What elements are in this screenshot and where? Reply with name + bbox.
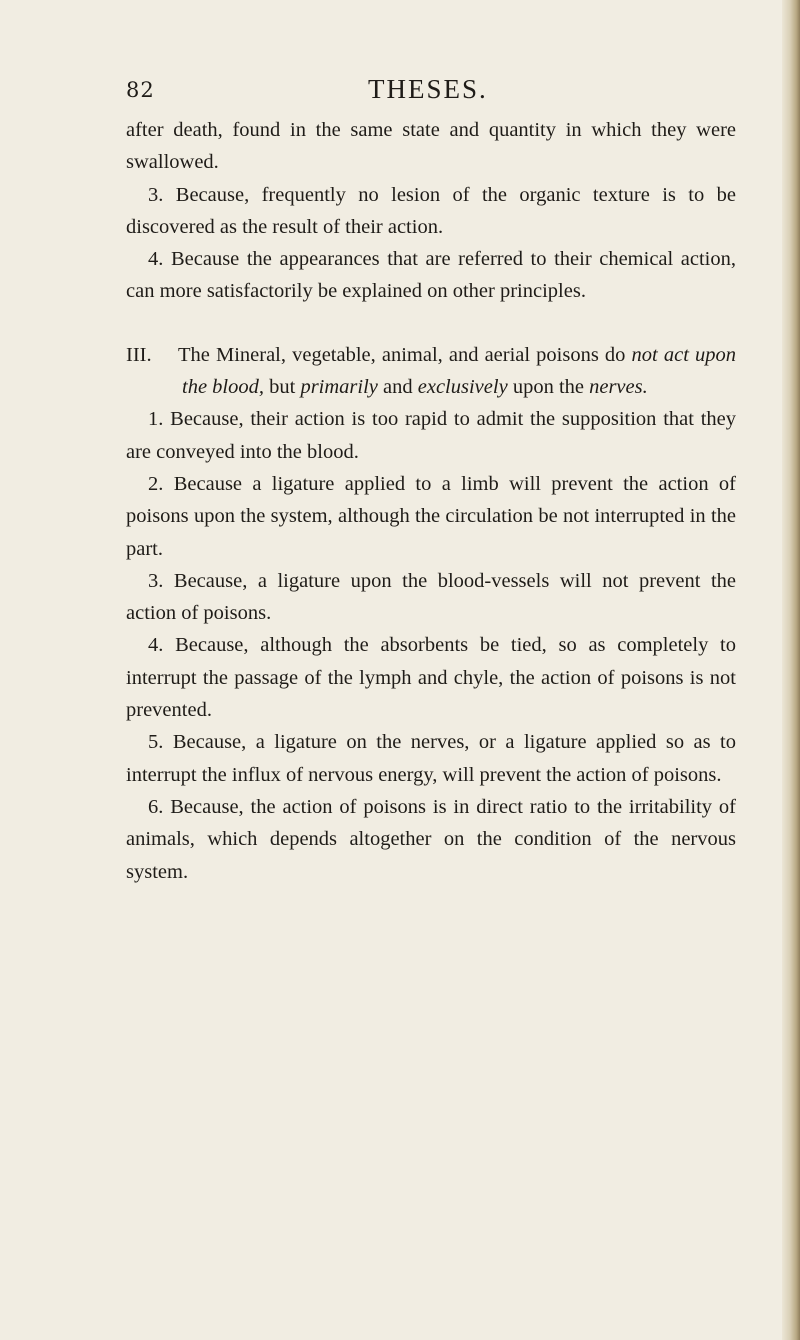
thesis-emphasis: exclusively (417, 376, 508, 399)
reason-paragraph (126, 565, 736, 630)
section-gap (126, 308, 736, 339)
reason-text: Because a ligature applied to a limb will prevent the action of poisons upon the system, although the circulation be not interrupted in the part. (126, 472, 736, 560)
reason-text: Because, their action is too rapid to admit the supposition that they are conveyed into the blood. (126, 408, 736, 463)
reason-number: 4. (148, 248, 164, 271)
reason-number: 1. (148, 408, 164, 431)
reason-text: Because, a ligature upon the blood-vessels will not prevent the action of poisons. (126, 569, 736, 625)
thesis-text: The Mineral, vegetable, animal, and aerial poisons do (178, 343, 626, 366)
thesis-statement (126, 339, 736, 404)
body-text (126, 114, 736, 888)
reason-number: 2. (148, 472, 164, 495)
reason-paragraph (126, 629, 736, 726)
reason-paragraph (126, 468, 736, 565)
thesis-text: upon the (512, 376, 584, 399)
thesis-emphasis: primarily (300, 376, 378, 399)
reason-paragraph (126, 243, 736, 308)
reason-text: Because, frequently no lesion of the organic texture is to be discovered as the result of their action. (126, 183, 736, 238)
thesis-emphasis: not act upon the blood, (182, 343, 736, 399)
reason-paragraph (126, 403, 736, 468)
reason-text: Because, a ligature on the nerves, or a ligature applied so as to interrupt the influx of nervous energy, will prevent the action of poisons. (126, 731, 737, 786)
thesis-numeral: III. (126, 343, 152, 366)
reason-number: 4. (148, 634, 164, 657)
page-number: 82 (126, 78, 155, 102)
reason-number: 5. (148, 731, 164, 754)
thesis-text: and (383, 376, 413, 399)
running-head (126, 74, 746, 108)
page-edge-shadow (782, 0, 800, 1340)
thesis-emphasis: nerves. (589, 376, 648, 399)
continuation-paragraph: after death, found in the same state and quantity in which they were swallowed. (126, 119, 736, 174)
reason-number: 6. (148, 795, 164, 818)
reason-text: Because, the action of poisons is in direct ratio to the irritability of animals, which depends altogether on the condition of the nervous system. (126, 795, 736, 883)
running-title: THESES. (368, 74, 488, 104)
reason-text: Because, although the absorbents be tied, so as completely to interrupt the passage of the lymph and chyle, the action of poisons is not prevented. (126, 634, 736, 722)
thesis-text: but (269, 376, 296, 399)
reason-number: 3. (148, 569, 164, 592)
reason-number: 3. (148, 183, 164, 206)
reason-paragraph (126, 791, 736, 888)
reason-paragraph (126, 179, 736, 244)
reason-text: Because the appearances that are referred to their chemical action, can more satisfactorily be explained on other principles. (126, 248, 737, 303)
reason-paragraph (126, 726, 736, 791)
